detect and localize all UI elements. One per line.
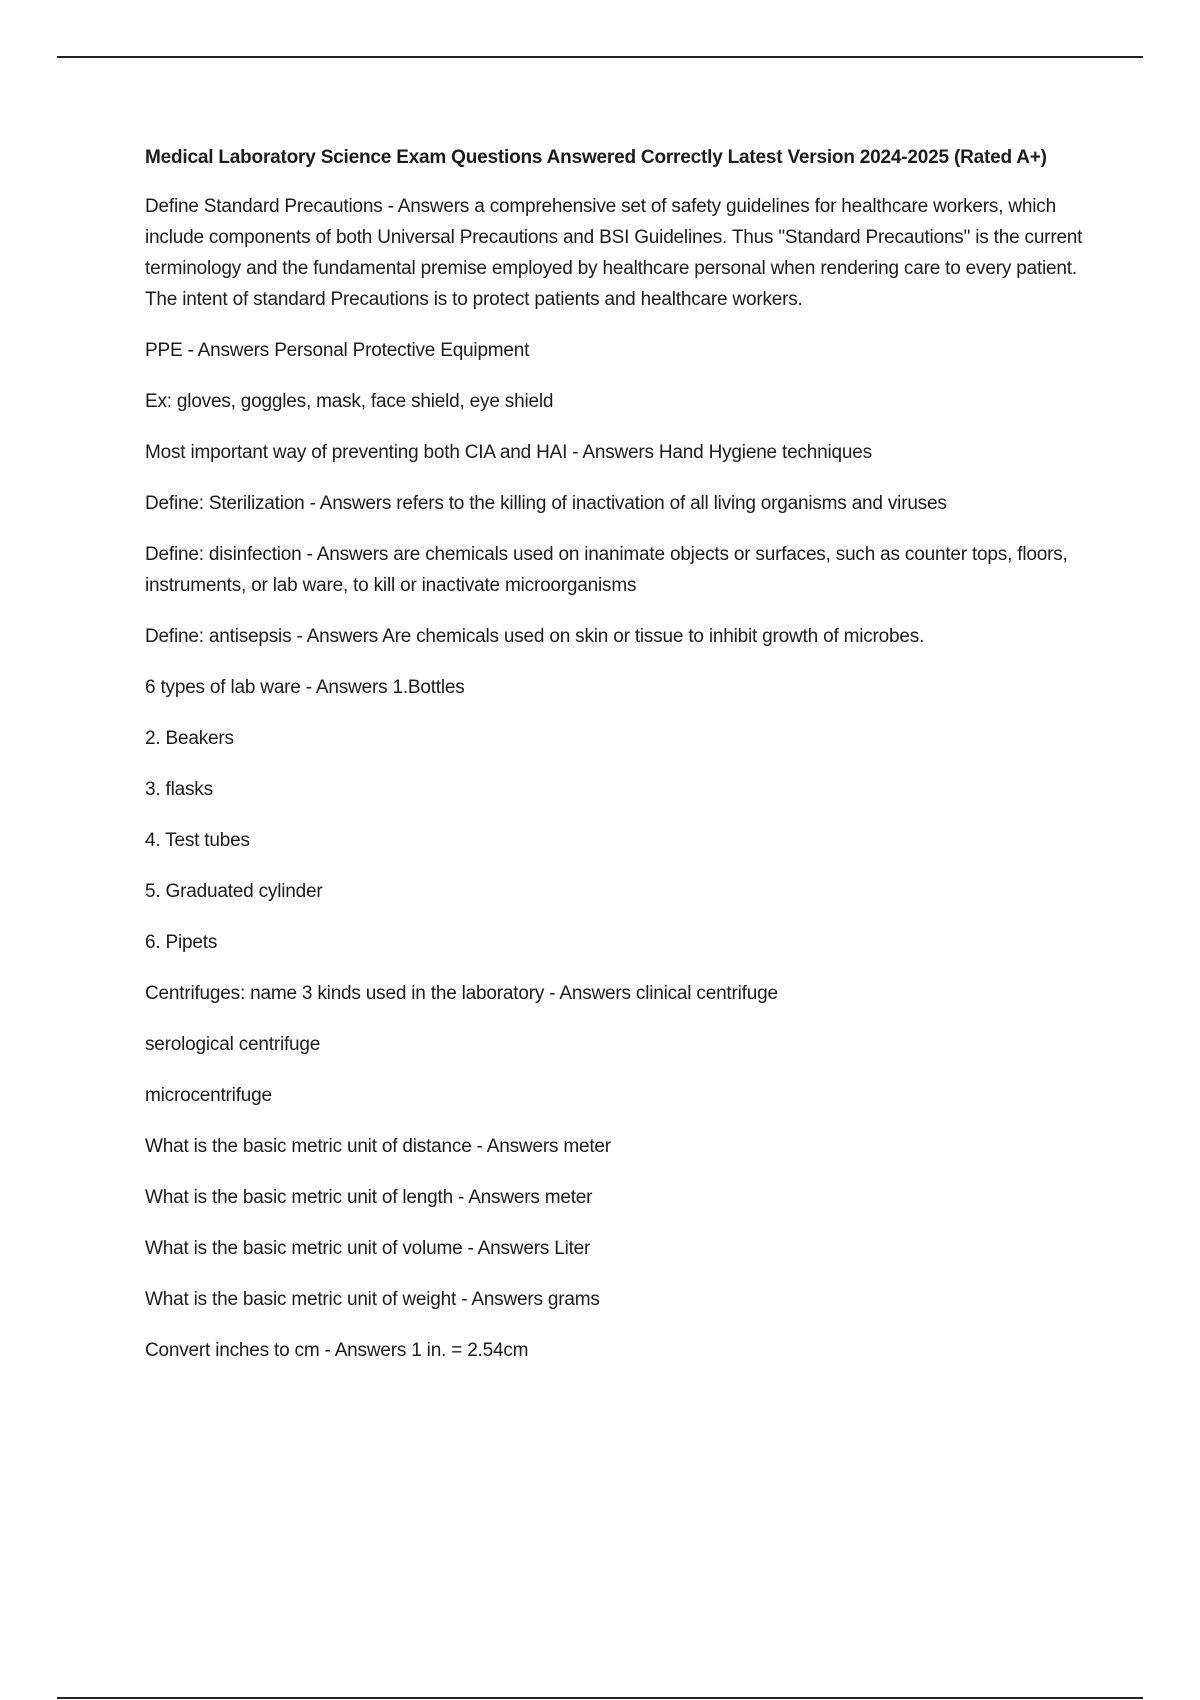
- centrifuge-item: microcentrifuge: [145, 1085, 272, 1106]
- lab-ware-item: 5. Graduated cylinder: [145, 881, 323, 902]
- qa-ppe-examples: Ex: gloves, goggles, mask, face shield, eye shield: [145, 391, 554, 412]
- document-body: [145, 145, 1090, 1386]
- qa-unit-volume: What is the basic metric unit of volume - Answers Liter: [145, 1238, 591, 1259]
- qa-antisepsis: Define: antisepsis - Answers Are chemicals used on skin or tissue to inhibit growth of microbes.: [145, 626, 925, 647]
- bottom-rule: [57, 1697, 1143, 1699]
- lab-ware-item: 4. Test tubes: [145, 830, 250, 851]
- centrifuge-item: serological centrifuge: [145, 1034, 321, 1055]
- qa-unit-weight: What is the basic metric unit of weight - Answers grams: [145, 1289, 600, 1310]
- qa-unit-distance: What is the basic metric unit of distance - Answers meter: [145, 1136, 611, 1157]
- lab-ware-item: 6. Pipets: [145, 932, 218, 953]
- qa-ppe: PPE - Answers Personal Protective Equipment: [145, 340, 530, 361]
- top-rule: [57, 56, 1143, 58]
- qa-sterilization: Define: Sterilization - Answers refers to the killing of inactivation of all living organisms and viruses: [145, 493, 947, 514]
- qa-hand-hygiene: Most important way of preventing both CIA and HAI - Answers Hand Hygiene techniques: [145, 442, 872, 463]
- qa-lab-ware: 6 types of lab ware - Answers 1.Bottles: [145, 677, 465, 698]
- lab-ware-item: 3. flasks: [145, 779, 213, 800]
- document-title: Medical Laboratory Science Exam Questions Answered Correctly Latest Version 2024-2025 (Rated A+): [145, 147, 1047, 168]
- qa-disinfection: Define: disinfection - Answers are chemicals used on inanimate objects or surfaces, such as counter tops, floors, instruments, or lab ware, to kill or inactivate microorganisms: [145, 544, 1068, 596]
- qa-inches-to-cm: Convert inches to cm - Answers 1 in. = 2.54cm: [145, 1340, 529, 1361]
- qa-unit-length: What is the basic metric unit of length - Answers meter: [145, 1187, 593, 1208]
- qa-centrifuges: Centrifuges: name 3 kinds used in the laboratory - Answers clinical centrifuge: [145, 983, 778, 1004]
- lab-ware-item: 2. Beakers: [145, 728, 234, 749]
- qa-standard-precautions: Define Standard Precautions - Answers a comprehensive set of safety guidelines for healthcare workers, which include components of both Universal Precautions and BSI Guidelines. Thus "Standard Precautions" is the current terminology and the fundamental premise employed by healthcare personal when rendering care to every patient. The intent of standard Precautions is to protect patients and healthcare workers.: [145, 196, 1083, 310]
